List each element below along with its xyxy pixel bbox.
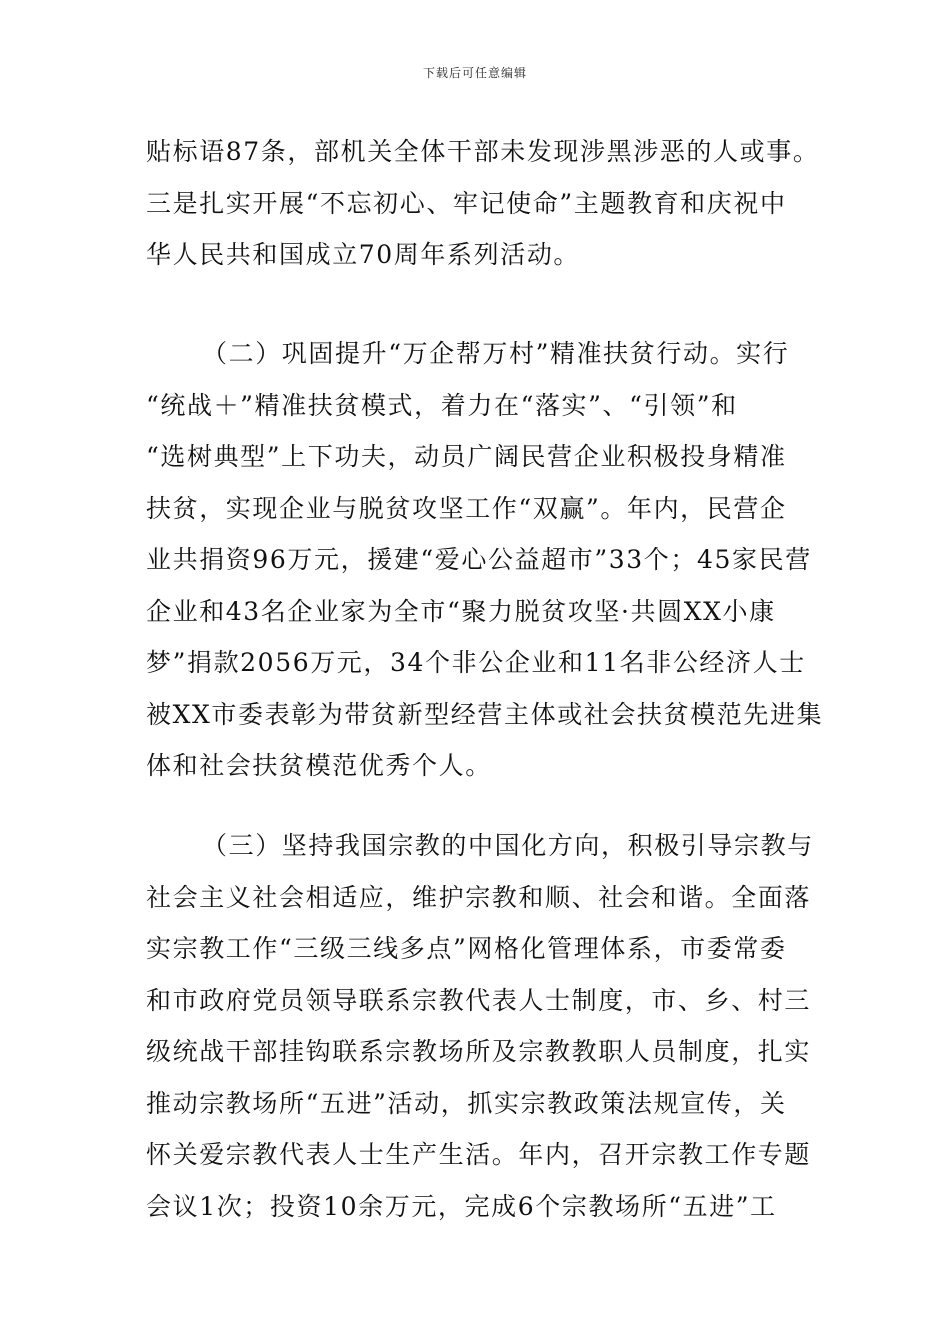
text-line: （二）巩固提升“万企帮万村”精准扶贫行动。实行	[202, 339, 790, 368]
text-line: 社会主义社会相适应，维护宗教和顺、社会和谐。全面落	[146, 882, 812, 912]
text-line: 贴标语87条，部机关全体干部未发现涉黑涉恶的人或事。	[146, 137, 820, 166]
text-line: “统战＋”精准扶贫模式，着力在“落实”、“引领”和	[146, 390, 738, 420]
text-line: 被XX市委表彰为带贫新型经营主体或社会扶贫模范先进集	[146, 699, 824, 729]
text-line: 和市政府党员领导联系宗教代表人士制度，市、乡、村三	[146, 985, 812, 1015]
paragraph-continuation	[146, 126, 820, 281]
text-line: “选树典型”上下功夫，动员广阔民营企业积极投身精准	[146, 442, 787, 471]
text-line: 级统战干部挂钩联系宗教场所及宗教教职人员制度，扎实	[146, 1037, 812, 1066]
text-line: 三是扎实开展“不忘初心、牢记使命”主题教育和庆祝中	[146, 188, 787, 218]
paragraph-religion	[146, 820, 814, 1232]
paragraph-poverty-alleviation	[146, 328, 824, 792]
text-line: 怀关爱宗教代表人士生产生活。年内，召开宗教工作专题	[146, 1140, 812, 1169]
text-line: 推动宗教场所“五进”活动，抓实宗教政策法规宣传，关	[146, 1088, 787, 1118]
text-line: （三）坚持我国宗教的中国化方向，积极引导宗教与	[202, 831, 814, 860]
text-line: 华人民共和国成立70周年系列活动。	[146, 240, 581, 269]
text-line: 实宗教工作“三级三线多点”网格化管理体系，市委常委	[146, 934, 787, 963]
text-line: 企业和43名企业家为全市“聚力脱贫攻坚·共圆XX小康	[146, 596, 776, 626]
text-line: 体和社会扶贫模范优秀个人。	[146, 751, 492, 780]
page-header: 下载后可任意编辑	[422, 66, 527, 80]
text-line: 扶贫，实现企业与脱贫攻坚工作“双赢”。年内，民营企	[146, 493, 787, 523]
text-line: 会议1次；投资10余万元，完成6个宗教场所“五进”工	[146, 1191, 777, 1221]
text-line: 业共捐资96万元，援建“爱心公益超市”33个；45家民营	[146, 545, 812, 574]
text-line: 梦”捐款2056万元，34个非公企业和11名非公经济人士	[146, 648, 806, 677]
